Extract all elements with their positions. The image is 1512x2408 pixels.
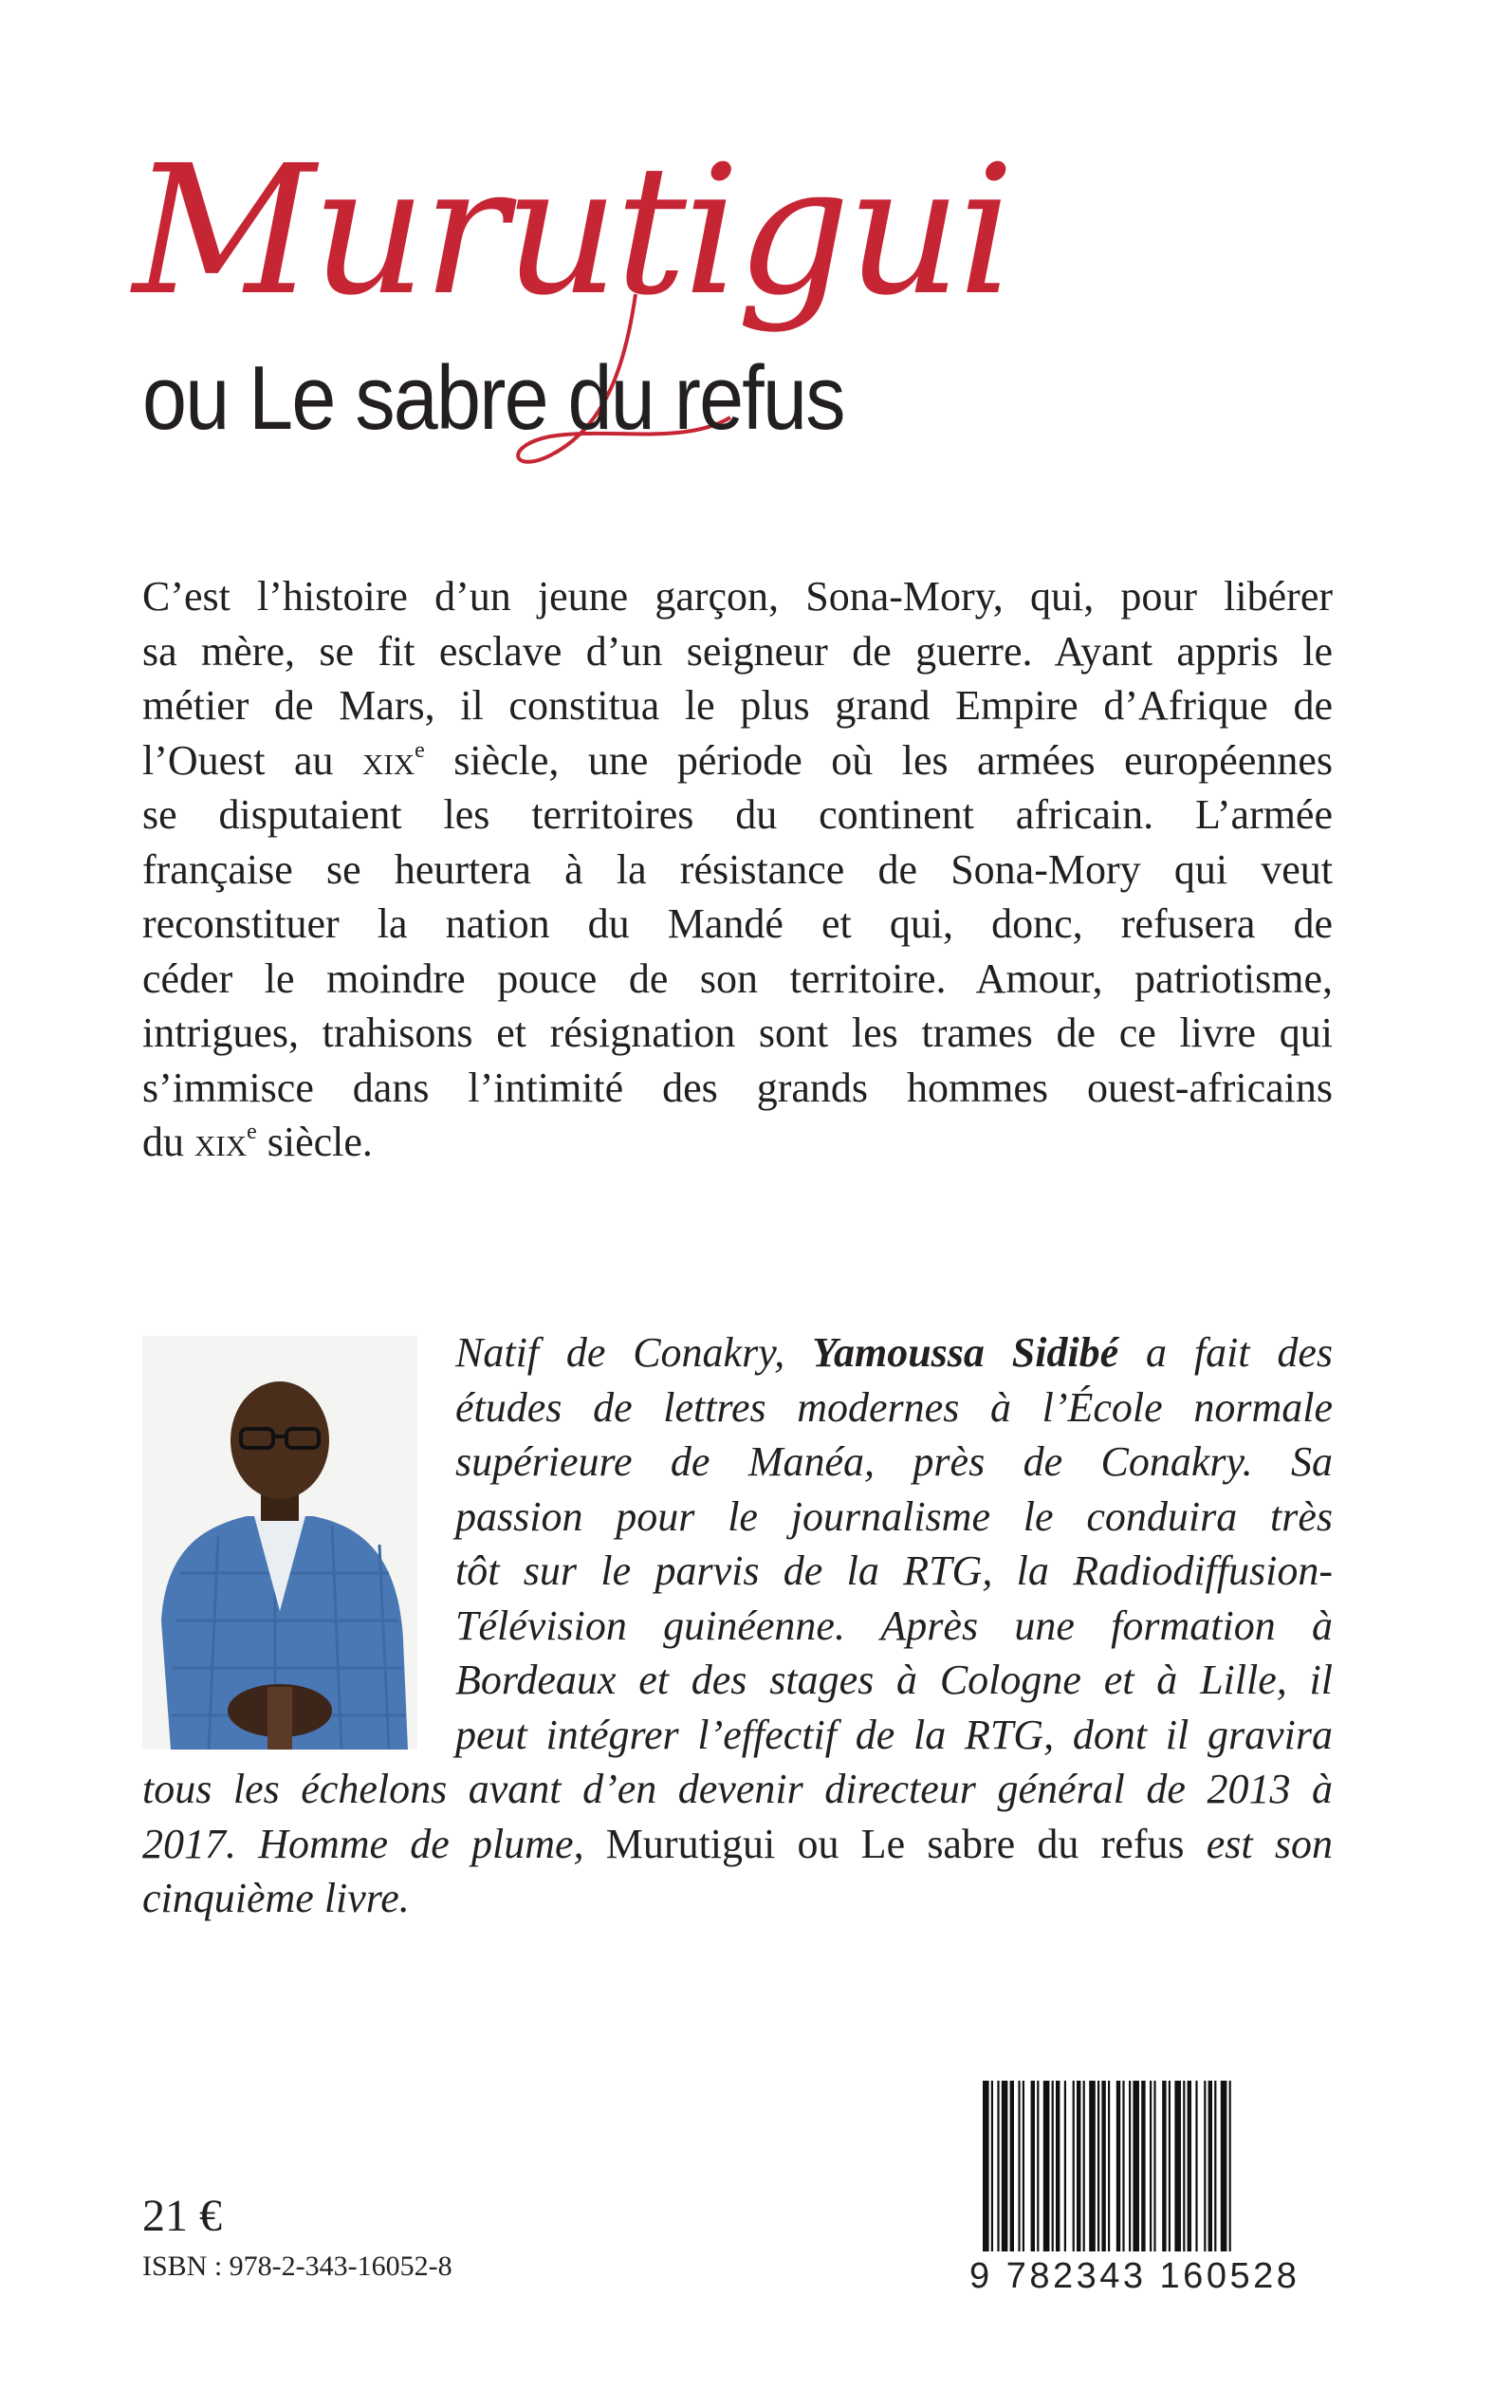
barcode-bar bbox=[1056, 2081, 1060, 2251]
summary-line: métier de Mars, il constitua le plus grand Empire d’Afrique de bbox=[142, 682, 1333, 729]
barcode-bar bbox=[1150, 2081, 1152, 2251]
barcode-bar bbox=[1129, 2081, 1131, 2251]
book-reference: Murutigui ou Le sabre du refus bbox=[605, 1820, 1185, 1867]
barcode-bar bbox=[1214, 2081, 1216, 2251]
price: 21 € bbox=[142, 2191, 222, 2241]
barcode-bar bbox=[1089, 2081, 1096, 2251]
isbn: ISBN : 978-2-343-16052-8 bbox=[142, 2251, 452, 2282]
book-title: Murutigui bbox=[133, 127, 1011, 335]
author-bio bbox=[142, 1325, 1333, 1926]
barcode-bar bbox=[1010, 2081, 1014, 2251]
barcode-bar bbox=[1018, 2081, 1020, 2251]
barcode-bar bbox=[1195, 2081, 1197, 2251]
barcode-bar bbox=[1116, 2081, 1120, 2251]
bio-line: peut intégrer l’effectif de la RTG, dont il gravira bbox=[455, 1711, 1333, 1758]
barcode-bar bbox=[1174, 2081, 1181, 2251]
barcode-bar bbox=[1052, 2081, 1054, 2251]
barcode-bar bbox=[1108, 2081, 1110, 2251]
bio-line: tous les échelons avant d’en devenir directeur général de 2013 à bbox=[142, 1766, 1333, 1812]
summary-line: se disputaient les territoires du continent africain. L’armée bbox=[142, 791, 1333, 838]
barcode-bar bbox=[1122, 2081, 1124, 2251]
barcode-bar bbox=[1162, 2081, 1166, 2251]
barcode-bar bbox=[1221, 2081, 1227, 2251]
summary-line: s’immisce dans l’intimité des grands hommes ouest-africains bbox=[142, 1064, 1333, 1111]
barcode-bar bbox=[1153, 2081, 1155, 2251]
summary-line: l’Ouest au xix$^e$ siècle, une période où les armées européennes bbox=[142, 736, 1334, 784]
barcode-bar bbox=[1073, 2081, 1075, 2251]
bio-line: tôt sur le parvis de la RTG, la Radiodiffusion- bbox=[455, 1547, 1333, 1594]
barcode-bar bbox=[1031, 2081, 1035, 2251]
barcode-bar bbox=[1037, 2081, 1039, 2251]
bio-line: Télévision guinéenne. Après une formation à bbox=[455, 1602, 1333, 1649]
bio-line: Natif de Conakry, Yamoussa Sidibé a fait des bbox=[455, 1329, 1334, 1376]
barcode-bar bbox=[1141, 2081, 1145, 2251]
summary-text bbox=[142, 569, 1333, 1170]
author-name: Yamoussa Sidibé bbox=[812, 1329, 1119, 1376]
bio-line: Bordeaux et des stages à Cologne et à Lille, il bbox=[455, 1657, 1333, 1703]
barcode-bar bbox=[997, 2081, 999, 2251]
barcode-bar bbox=[1064, 2081, 1066, 2251]
summary-line: reconstituer la nation du Mandé et qui, donc, refusera de bbox=[142, 900, 1333, 947]
summary-line: céder le moindre pouce de son territoire. Amour, patriotisme, bbox=[142, 954, 1333, 1002]
book-subtitle: ou Le sabre du refus bbox=[142, 347, 844, 449]
barcode-bar bbox=[1188, 2081, 1191, 2251]
summary-line: française se heurtera à la résistance de Sona-Mory qui veut bbox=[142, 845, 1333, 893]
barcode-digits: 9 782343 160528 bbox=[969, 2256, 1300, 2296]
barcode-bar bbox=[983, 2081, 989, 2251]
bio-line: passion pour le journalisme le conduira très bbox=[455, 1492, 1333, 1540]
barcode-bar bbox=[1208, 2081, 1212, 2251]
barcode-bar bbox=[1083, 2081, 1085, 2251]
barcode-bar bbox=[1169, 2081, 1171, 2251]
bio-line: supérieure de Manéa, près de Conakry. Sa bbox=[455, 1438, 1333, 1485]
barcode-bar bbox=[1023, 2081, 1024, 2251]
summary-line: sa mère, se fit esclave d’un seigneur de guerre. Ayant appris le bbox=[142, 627, 1333, 675]
barcode-bar bbox=[1183, 2081, 1185, 2251]
bio-line: cinquième livre. bbox=[142, 1875, 410, 1921]
summary-line: du xix$^e$ siècle. bbox=[142, 1119, 373, 1165]
barcode-bar bbox=[1043, 2081, 1050, 2251]
summary-line: intrigues, trahisons et résignation sont les trames de ce livre qui bbox=[142, 1010, 1333, 1056]
barcode-bar bbox=[1002, 2081, 1008, 2251]
bio-line: études de lettres modernes à l’École normale bbox=[455, 1383, 1333, 1431]
barcode-bar bbox=[1101, 2081, 1105, 2251]
bio-line: 2017. Homme de plume, Murutigui ou Le sabre du refus est son bbox=[142, 1820, 1333, 1867]
barcode-bar bbox=[1204, 2081, 1206, 2251]
barcode-bar bbox=[1133, 2081, 1139, 2251]
barcode-bar bbox=[1097, 2081, 1099, 2251]
barcode-bar bbox=[991, 2081, 993, 2251]
barcode-bar bbox=[1077, 2081, 1080, 2251]
barcode-bar bbox=[1229, 2081, 1231, 2251]
summary-line: C’est l’histoire d’un jeune garçon, Sona-Mory, qui, pour libérer bbox=[142, 573, 1333, 620]
